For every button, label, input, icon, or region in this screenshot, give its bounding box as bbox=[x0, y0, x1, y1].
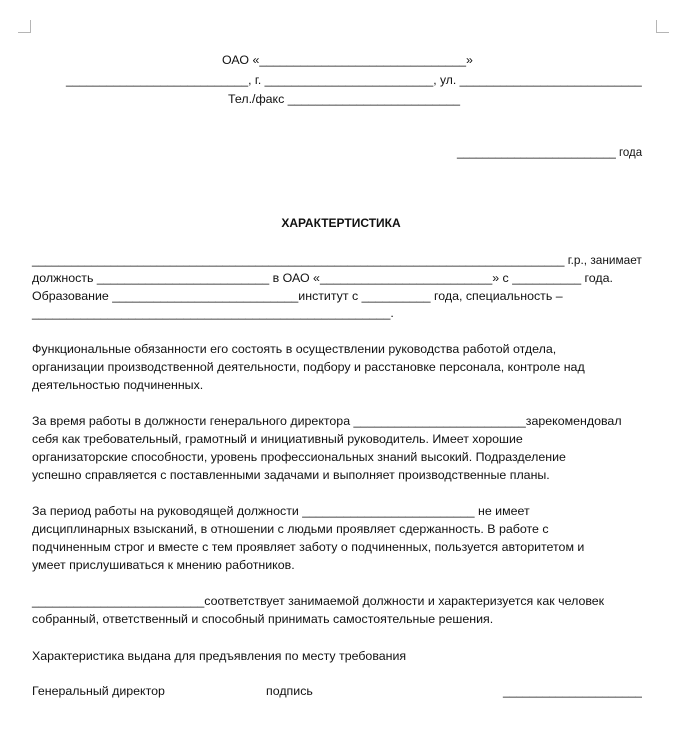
issued-statement: Характеристика выдана для предъявления по месту требования bbox=[32, 649, 407, 663]
paragraph-line: За время работы в должности генерального директора _________________________зарекомендовал bbox=[32, 414, 622, 428]
intro-line: должность _________________________ в ОАО «_________________________» с __________ года. bbox=[32, 271, 613, 285]
signature-blank: _____________________ bbox=[503, 684, 642, 698]
paragraph-line: себя как требовательный, грамотный и инициативный руководитель. Имеет хорошие bbox=[32, 432, 523, 446]
paragraph-line: умеет прислушиваться к мнению работников. bbox=[32, 558, 295, 572]
paragraph-line: собранный, ответственный и способный принимать самостоятельные решения. bbox=[32, 612, 494, 626]
document-title: ХАРАКТЕРТИСТИКА bbox=[281, 216, 401, 230]
page-corner-mark-top-right bbox=[656, 20, 669, 33]
paragraph-line: организации производственной деятельности, подбору и расстановке персонала, контроле над bbox=[32, 360, 585, 374]
paragraph-line: Функциональные обязанности его состоять в осуществлении руководства работой отдела, bbox=[32, 342, 557, 356]
paragraph-line: За период работы на руководящей должности _________________________ не имеет bbox=[32, 504, 530, 518]
paragraph-line: деятельностью подчиненных. bbox=[32, 378, 204, 392]
intro-line: Образование ___________________________институт с __________ года, специальность – bbox=[32, 289, 563, 303]
intro-line: ____________________________________________________. bbox=[32, 306, 394, 320]
signatory-position: Генеральный директор bbox=[32, 684, 165, 698]
paragraph-line: организаторские способности, уровень профессиональных знаний высокий. Подразделение bbox=[32, 450, 566, 464]
phone-fax-line: Тел./факс _________________________ bbox=[228, 92, 461, 106]
paragraph-line: успешно справляется с поставленными задачами и выполняет производственные планы. bbox=[32, 468, 550, 482]
signature-label: подпись bbox=[266, 684, 313, 698]
date-line: _________________________ года bbox=[457, 145, 643, 159]
intro-line: _________________________________________________________________________________ г.р., занимает bbox=[32, 253, 642, 267]
paragraph-line: дисциплинарных взысканий, в отношении с людьми проявляет сдержанность. В работе с bbox=[32, 522, 549, 536]
address-line: ___________________________, г. _________________________, ул. ___________________________ bbox=[66, 73, 642, 87]
paragraph-line: подчиненным строг и вместе с тем проявляет заботу о подчиненных, пользуется авторитетом и bbox=[32, 540, 585, 554]
paragraph-line: _________________________соответствует занимаемой должности и характеризуется как человек bbox=[32, 594, 605, 608]
org-name-line: ОАО «______________________________» bbox=[222, 53, 473, 67]
page-corner-mark-top-left bbox=[18, 20, 31, 33]
